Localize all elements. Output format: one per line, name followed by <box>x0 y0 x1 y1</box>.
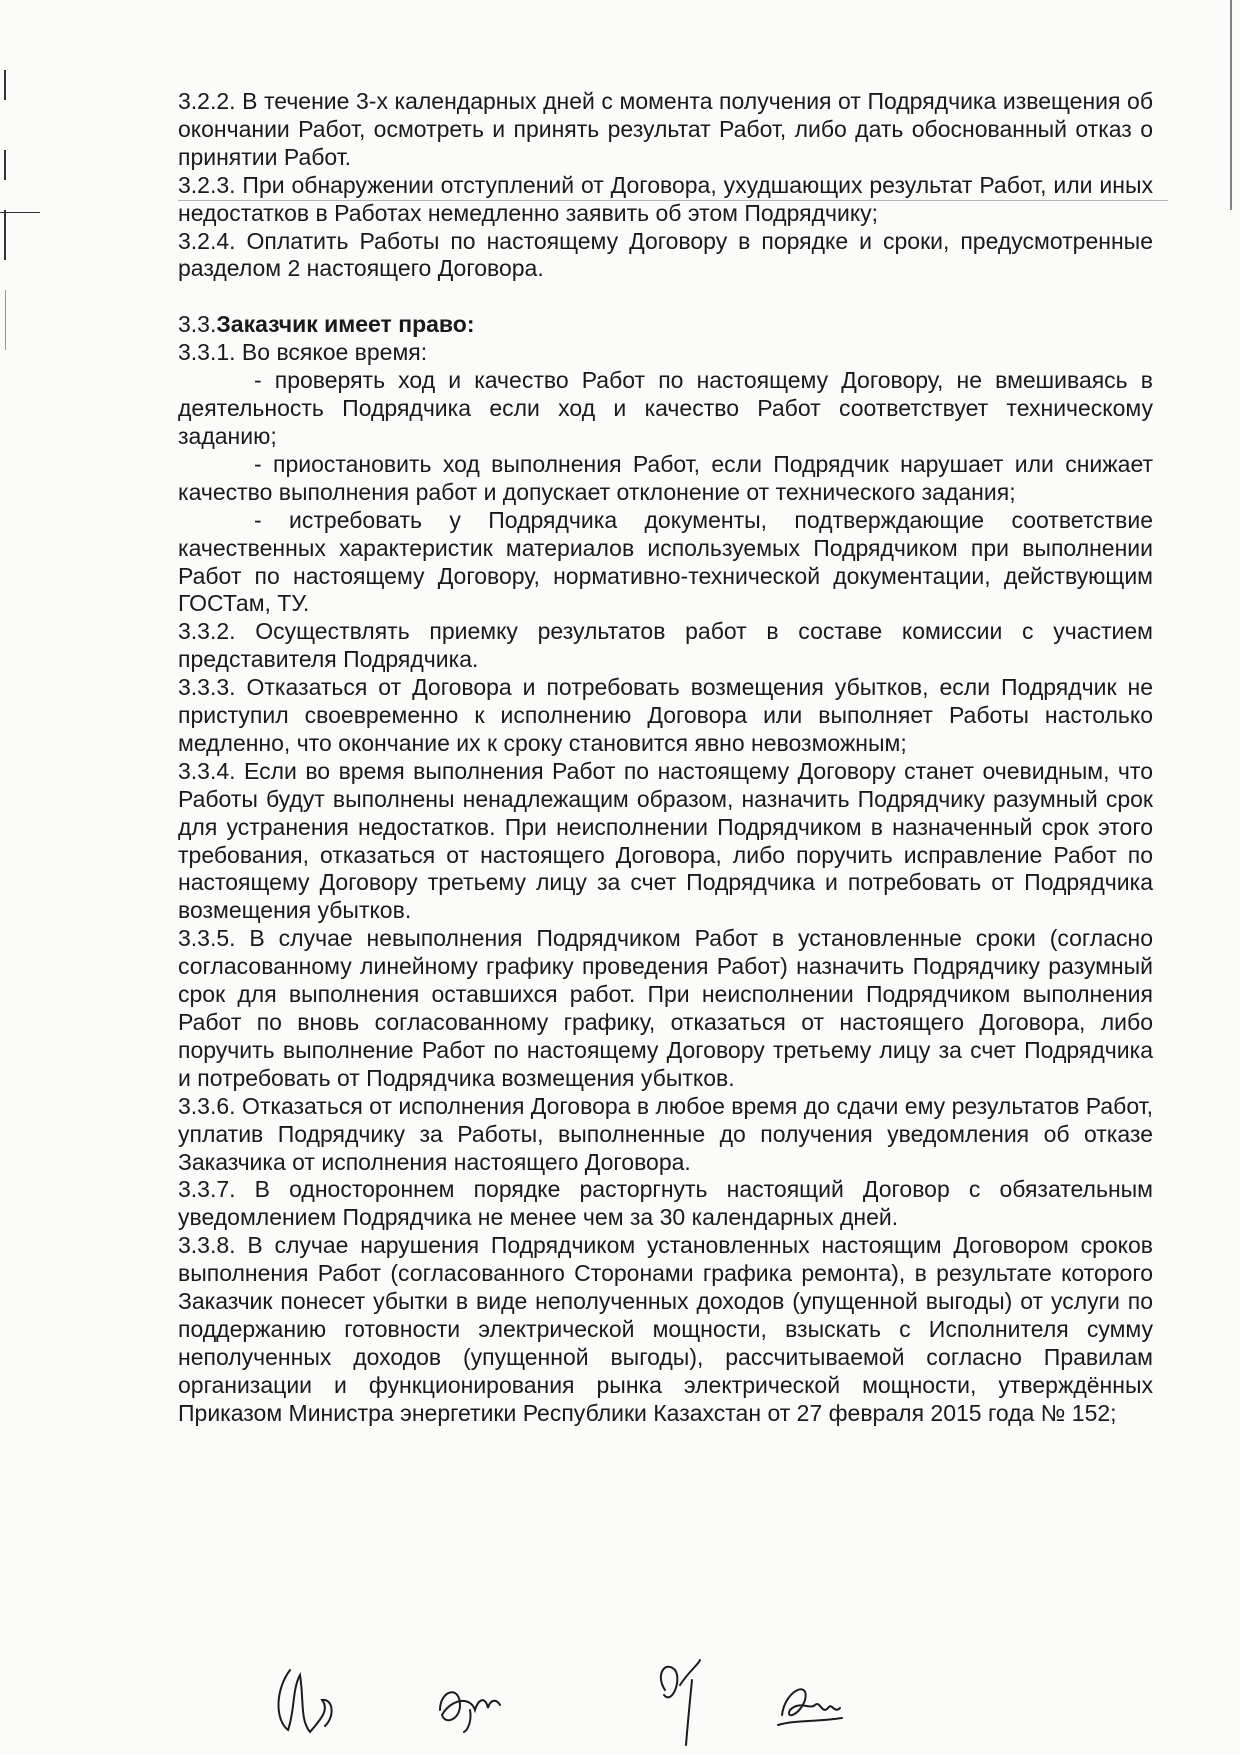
scan-margin-dash <box>0 212 40 213</box>
clause-3-2-4: 3.2.4. Оплатить Работы по настоящему Договору в порядке и сроки, предусмотренные разделом 2 настоящего Договора. <box>178 227 1153 282</box>
clause-3-3-6: 3.3.6. Отказаться от исполнения Договора в любое время до сдачи ему результатов Работ, уплатив Подрядчику за Работы, выполненные до получения уведомления об отказе Заказчика от исполнения настоящего Договора. <box>178 1092 1153 1175</box>
section-heading-number: 3.3. <box>178 311 217 338</box>
clause-3-3-2: 3.3.2. Осуществлять приемку результатов работ в составе комиссии с участием представителя Подрядчика. <box>178 618 1153 673</box>
signature-4 <box>770 1670 850 1745</box>
scan-margin-line <box>4 150 6 180</box>
section-heading-title: Заказчик имеет право: <box>216 311 475 338</box>
signature-3-drawing <box>650 1650 730 1750</box>
clause-3-3-8: 3.3.8. В случае нарушения Подрядчиком установленных настоящим Договором сроков выполнения Работ (согласованного Сторонами графика ремонта), в результате которого Заказчик понесет убытки в виде неполученных доходов (упущенной выгоды) от услуги по поддержанию готовности электрической мощности, взыскать с Исполнителя сумму неполученных доходов (упущенной выгоды), рассчитываемой согласно Правилам организации и функционирования рынка электрической мощности, утверждённых Приказом Министра энергетики Республики Казахстан от 27 февраля 2015 года № 152; <box>178 1232 1153 1426</box>
scan-margin-dots <box>5 290 6 350</box>
signature-2-drawing <box>430 1670 510 1740</box>
document-body <box>178 88 1153 1428</box>
signature-4-drawing <box>770 1670 850 1740</box>
section-heading <box>178 311 1153 339</box>
clause-3-3-1-item-b: - приостановить ход выполнения Работ, если Подрядчик нарушает или снижает качество выполнения работ и допускает отклонение от технического задания; <box>178 450 1153 505</box>
clause-3-3-7: 3.3.7. В одностороннем порядке расторгнуть настоящий Договор с обязательным уведомлением Подрядчика не менее чем за 30 календарных дней. <box>178 1176 1153 1231</box>
scan-margin-line <box>4 210 6 260</box>
paragraph-gap <box>178 283 1153 311</box>
clause-3-3-5: 3.3.5. В случае невыполнения Подрядчиком Работ в установленные сроки (согласно согласованному линейному графику проведения Работ) назначить Подрядчику разумный срок для выполнения оставшихся работ. При неисполнении Подрядчиком выполнения Работ по вновь согласованному графику, отказаться от настоящего Договора, либо поручить выполнение Работ по настоящему Договору третьему лицу за счет Подрядчика и потребовать от Подрядчика возмещения убытков. <box>178 925 1153 1091</box>
clause-3-3-1: 3.3.1. Во всякое время: <box>178 339 428 366</box>
signatures-row <box>0 1640 1240 1750</box>
signature-1-drawing <box>270 1660 350 1740</box>
scan-margin-line <box>4 70 6 100</box>
clause-3-2-2: 3.2.2. В течение 3-х календарных дней с момента получения от Подрядчика извещения об окончании Работ, осмотреть и принять результат Работ, либо дать обоснованный отказ о принятии Работ. <box>178 88 1153 170</box>
signature-3 <box>650 1650 730 1755</box>
scan-right-edge <box>1230 0 1232 210</box>
clause-3-3-1-item-c: - истребовать у Подрядчика документы, подтверждающие соответствие качественных характеристик материалов используемых Подрядчиком при выполнении Работ по настоящему Договору, нормативно-технической документации, действующим ГОСТам, ТУ. <box>178 506 1153 617</box>
signature-1 <box>270 1660 350 1745</box>
clause-3-3-1-item-a: - проверять ход и качество Работ по настоящему Договору, не вмешиваясь в деятельность Подрядчика если ход и качество Работ соответствует техническому заданию; <box>178 367 1153 449</box>
clause-3-3-3: 3.3.3. Отказаться от Договора и потребовать возмещения убытков, если Подрядчик не приступил своевременно к исполнению Договора или выполняет Работы настолько медленно, что окончание их к сроку становится явно невозможным; <box>178 674 1153 756</box>
signature-2 <box>430 1670 510 1745</box>
clause-3-2-3: 3.2.3. При обнаружении отступлений от Договора, ухудшающих результат Работ, или иных недостатков в Работах немедленно заявить об этом Подрядчику; <box>178 171 1153 226</box>
clause-3-3-4: 3.3.4. Если во время выполнения Работ по настоящему Договору станет очевидным, что Работы будут выполнены ненадлежащим образом, назначить Подрядчику разумный срок для устранения недостатков. При неисполнении Подрядчиком в назначенный срок этого требования, отказаться от настоящего Договора, либо поручить исправление Работ по настоящему Договору третьему лицу за счет Подрядчика и потребовать от Подрядчика возмещения убытков. <box>178 757 1153 924</box>
